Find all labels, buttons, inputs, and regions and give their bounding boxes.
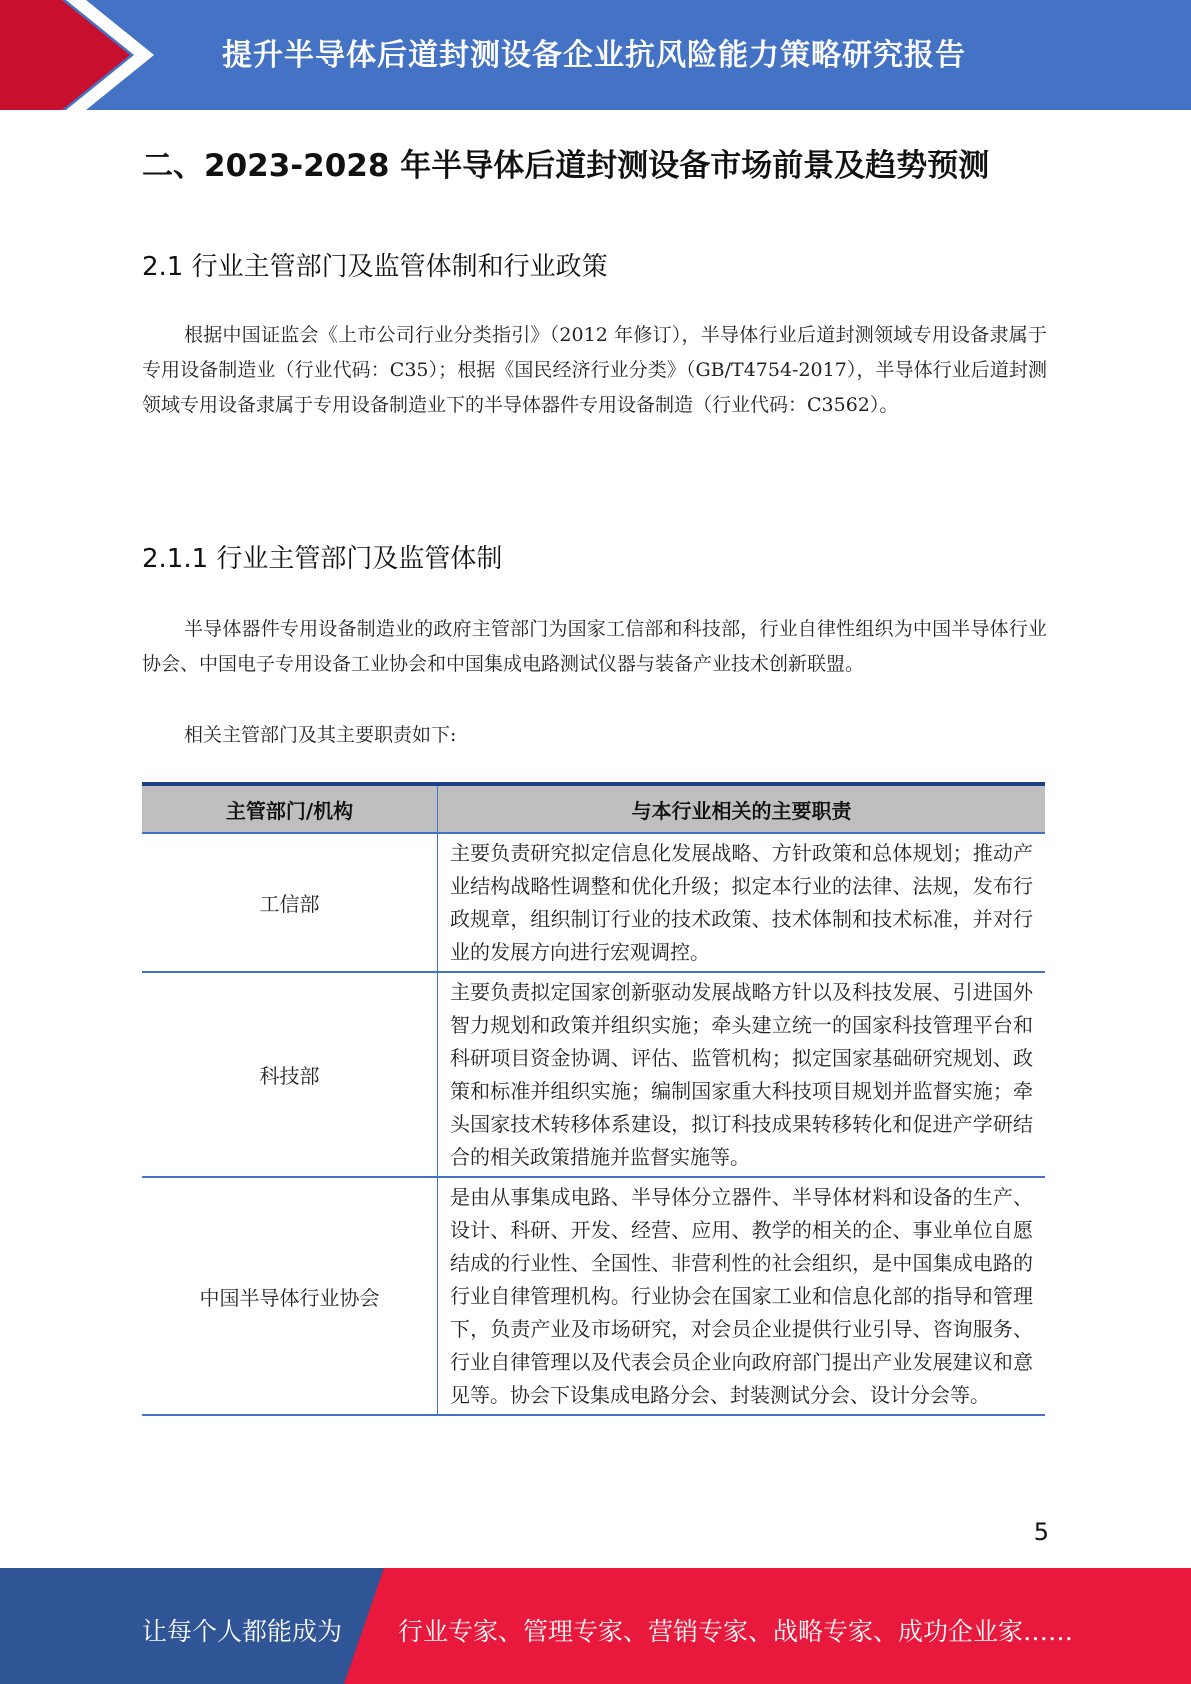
duties-table	[142, 782, 1045, 1416]
paragraph-industry-classification: 根据中国证监会《上市公司行业分类指引》（2012 年修订），半导体行业后道封测领域专用设备隶属于专用设备制造业（行业代码：C35）；根据《国民经济行业分类》（GB/T4754-2017），半导体行业后道封测领域专用设备隶属于专用设备制造业下的半导体器件专用设备制造（行业代码：C3562）。	[142, 324, 1047, 416]
duty-cell: 主要负责拟定国家创新驱动发展战略方针以及科技发展、引进国外智力规划和政策并组织实施；牵头建立统一的国家科技管理平台和科研项目资金协调、评估、监管机构；拟定国家基础研究规划、政策和标准并组织实施；编制国家重大科技项目规划并监督实施；牵头国家技术转移体系建设，拟订科技成果转移转化和促进产学研结合的相关政策措施并监督实施等。	[438, 972, 1046, 1177]
duty-cell: 主要负责研究拟定信息化发展战略、方针政策和总体规划；推动产业结构战略性调整和优化升级；拟定本行业的法律、法规，发布行政规章，组织制订行业的技术政策、技术体制和技术标准，并对行业的发展方向进行宏观调控。	[438, 833, 1046, 972]
table-header-dept: 主管部门/机构	[142, 784, 438, 833]
duty-cell: 是由从事集成电路、半导体分立器件、半导体材料和设备的生产、设计、科研、开发、经营、应用、教学的相关的企、事业单位自愿结成的行业性、全国性、非营利性的社会组织，是中国集成电路的行业自律管理机构。行业协会在国家工业和信息化部的指导和管理下，负责产业及市场研究，对会员企业提供行业引导、咨询服务、行业自律管理以及代表会员企业向政府部门提出产业发展建议和意见等。协会下设集成电路分会、封装测试分会、设计分会等。	[438, 1177, 1046, 1415]
header-banner	[0, 0, 1191, 110]
section-title: 二、2023-2028 年半导体后道封测设备市场前景及趋势预测	[142, 148, 990, 184]
table-row	[142, 833, 1045, 972]
table-header-duty: 与本行业相关的主要职责	[438, 784, 1046, 833]
paragraph-table-intro: 相关主管部门及其主要职责如下:	[184, 724, 457, 746]
footer-slogan-left: 让每个人都能成为	[142, 1617, 343, 1646]
dept-cell: 科技部	[142, 972, 438, 1177]
dept-cell: 工信部	[142, 833, 438, 972]
footer-banner	[0, 1568, 1191, 1684]
table-row	[142, 972, 1045, 1177]
subsection-title-2-1-1: 2.1.1 行业主管部门及监管体制	[142, 544, 503, 574]
table-row	[142, 1177, 1045, 1415]
page-number: 5	[1033, 1518, 1049, 1546]
paragraph-regulators: 半导体器件专用设备制造业的政府主管部门为国家工信部和科技部，行业自律性组织为中国半导体行业协会、中国电子专用设备工业协会和中国集成电路测试仪器与装备产业技术创新联盟。	[142, 618, 1047, 675]
dept-cell: 中国半导体行业协会	[142, 1177, 438, 1415]
table-header-row	[142, 784, 1045, 833]
regulator-duties-table	[142, 782, 1045, 1416]
footer-slogan-right: 行业专家、管理专家、营销专家、战略专家、成功企业家……	[398, 1617, 1074, 1646]
subsection-title-2-1: 2.1 行业主管部门及监管体制和行业政策	[142, 252, 608, 282]
report-title: 提升半导体后道封测设备企业抗风险能力策略研究报告	[222, 38, 966, 73]
